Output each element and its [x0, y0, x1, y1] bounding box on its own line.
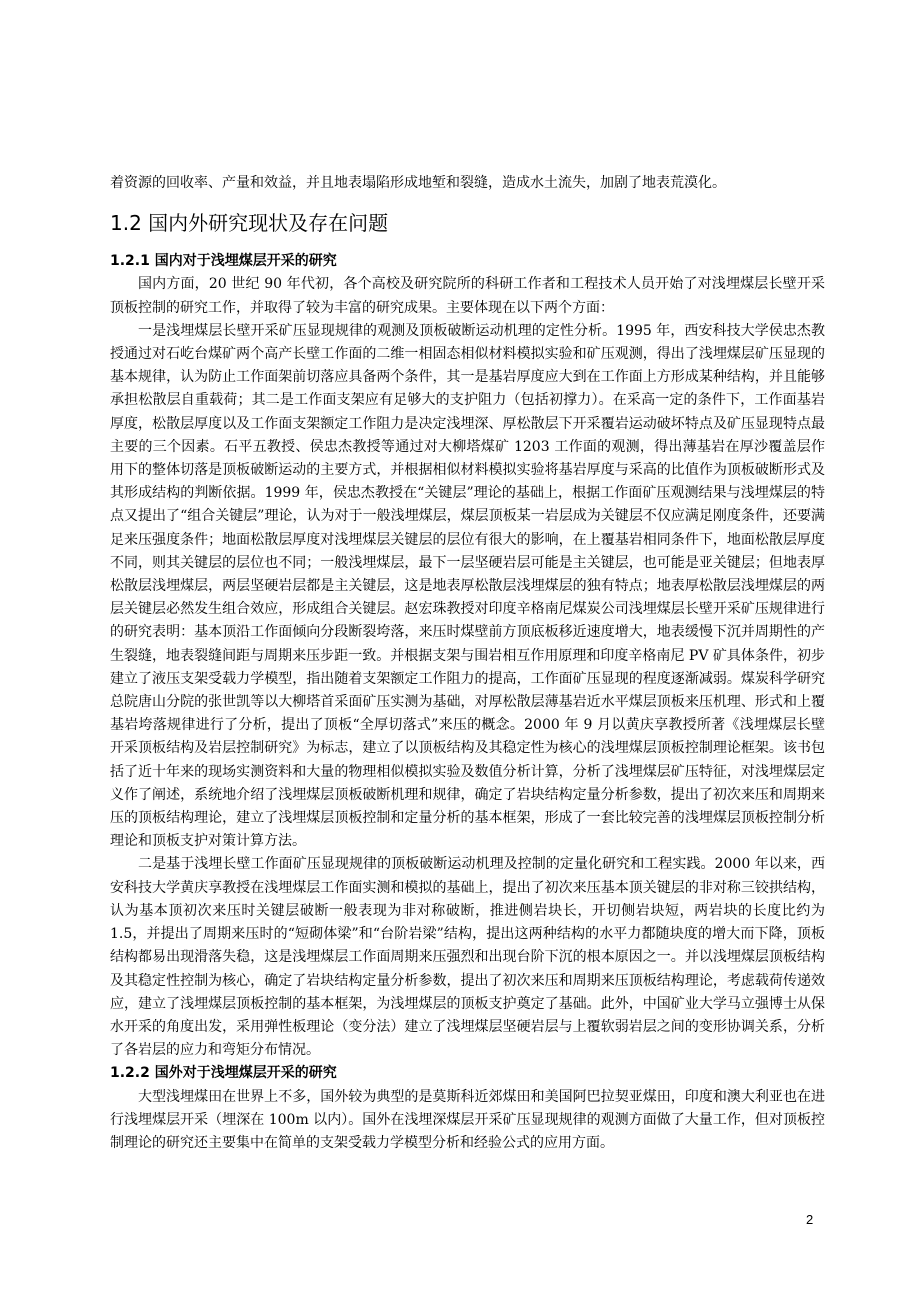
section-heading-1-2: 1.2 国内外研究现状及存在问题 [110, 211, 389, 236]
document-body [110, 172, 825, 1155]
intro-paragraph: 着资源的回收率、产量和效益，并且地表塌陷形成地堑和裂缝，造成水土流失，加剧了地表荒漠化。 [110, 175, 726, 191]
paragraph-aspect-one: 一是浅埋煤层长壁开采矿压显现规律的观测及顶板破断运动机理的定性分析。1995 年，西安科技大学侯忠杰教授通过对石屹台煤矿两个高产长壁工作面的二维一相固态相似材料模拟实验和矿压观测，得出了浅埋煤层矿压显现的基本规律，认为防止工作面架前切落应具备两个条件，其一是基岩厚度应大到在工作面上方形成某种结构，并且能够承担松散层自重载荷；其二是工作面支架应有足够大的支护阻力（包括初撑力）。在采高一定的条件下，工作面基岩厚度，松散层厚度以及工作面支架额定工作阻力是决定浅埋深、厚松散层下开采覆岩运动破坏特点及矿压显现特点最主要的三个因素。石平五教授、侯忠杰教授等通过对大柳塔煤矿 1203 工作面的观测，得出薄基岩在厚沙覆盖层作用下的整体切落是顶板破断运动的主要方式，并根据相似材料模拟实验将基岩厚度与采高的比值作为顶板破断形式及其形成结构的判断依据。1999 年，侯忠杰教授在“关键层”理论的基础上，根据工作面矿压观测结果与浅埋煤层的特点又提出了“组合关键层”理论，认为对于一般浅埋煤层，煤层顶板某一岩层成为关键层不仅应满足刚度条件，还要满足来压强度条件；地面松散层厚度对浅埋煤层关键层的层位有很大的影响，在上覆基岩相同条件下，地面松散层厚度不同，则其关键层的层位也不同；一般浅埋煤层，最下一层坚硬岩层可能是主关键层，也可能是亚关键层；但地表厚松散层浅埋煤层，两层坚硬岩层都是主关键层，这是地表厚松散层浅埋煤层的独有特点；地表厚松散层浅埋煤层的两层关键层必然发生组合效应，形成组合关键层。赵宏珠教授对印度辛格南尼煤炭公司浅埋煤层长壁开采矿压规律进行的研究表明：基本顶沿工作面倾向分段断裂垮落，来压时煤壁前方顶底板移近速度增大，地表缓慢下沉并周期性的产生裂缝，地表裂缝间距与周期来压步距一致。并根据支架与围岩相互作用原理和印度辛格南尼 PV 矿具体条件，初步建立了液压支架受载力学模型，指出随着支架额定工作阻力的提高，工作面矿压显现的程度逐渐减弱。煤炭科学研究总院唐山分院的张世凯等以大柳塔首采面矿压实测为基础，对厚松散层薄基岩近水平煤层顶板来压机理、形式和上覆基岩垮落规律进行了分析，提出了顶板“全厚切落式”来压的概念。2000 年 9 月以黄庆享教授所著《浅埋煤层长壁开采顶板结构及岩层控制研究》为标志，建立了以顶板结构及其稳定性为核心的浅埋煤层顶板控制理论框架。该书包括了近十年来的现场实测资料和大量的物理相似模拟实验及数值分析计算，分析了浅埋煤层矿压特征，对浅埋煤层定义作了阐述，系统地介绍了浅埋煤层顶板破断机理和规律，确定了岩块结构定量分析参数，提出了初次来压和周期来压的顶板结构理论，建立了浅埋煤层顶板控制和定量分析的基本框架，形成了一套比较完善的浅埋煤层顶板控制分析理论和顶板支护对策计算方法。 [110, 322, 825, 850]
paragraph-domestic-intro: 国内方面，20 世纪 90 年代初，各个高校及研究院所的科研工作者和工程技术人员开始了对浅埋煤层长壁开采顶板控制的研究工作，并取得了较为丰富的研究成果。主要体现在以下两个方面： [110, 276, 825, 316]
subsection-heading-1-2-1: 1.2.1 国内对于浅埋煤层开采的研究 [110, 253, 337, 270]
page-number: 2 [806, 1212, 814, 1227]
paragraph-foreign: 大型浅埋煤田在世界上不多，国外较为典型的是莫斯科近郊煤田和美国阿巴拉契亚煤田，印度和澳大利亚也在进行浅埋煤层开采（埋深在 100m 以内）。国外在浅埋深煤层开采矿压显现规律的观测方面做了大量工作，但对顶板控制理论的研究还主要集中在简单的支架受载力学模型分析和经验公式的应用方面。 [110, 1088, 825, 1151]
paragraph-aspect-two: 二是基于浅埋长壁工作面矿压显现规律的顶板破断运动机理及控制的定量化研究和工程实践。2000 年以来，西安科技大学黄庆享教授在浅埋煤层工作面实测和模拟的基础上，提出了初次来压基本顶关键层的非对称三铰拱结构，认为基本顶初次来压时关键层破断一般表现为非对称破断，推进侧岩块长，开切侧岩块短，两岩块的长度比约为 1.5，并提出了周期来压时的“短砌体梁”和“台阶岩梁”结构，提出这两种结构的水平力都随块度的增大而下降，顶板结构都易出现滑落失稳，这是浅埋煤层工作面周期来压强烈和出现台阶下沉的根本原因之一。并以浅埋煤层顶板结构及其稳定性控制为核心，确定了岩块结构定量分析参数，提出了初次来压和周期来压顶板结构理论，考虑载荷传递效应，建立了浅埋煤层顶板控制的基本框架，为浅埋煤层的顶板支护奠定了基础。此外，中国矿业大学马立强博士从保水开采的角度出发，采用弹性板理论（变分法）建立了浅埋煤层坚硬岩层与上覆软弱岩层之间的变形协调关系，分析了各岩层的应力和弯矩分布情况。 [110, 856, 825, 1059]
subsection-heading-1-2-2: 1.2.2 国外对于浅埋煤层开采的研究 [110, 1065, 337, 1082]
